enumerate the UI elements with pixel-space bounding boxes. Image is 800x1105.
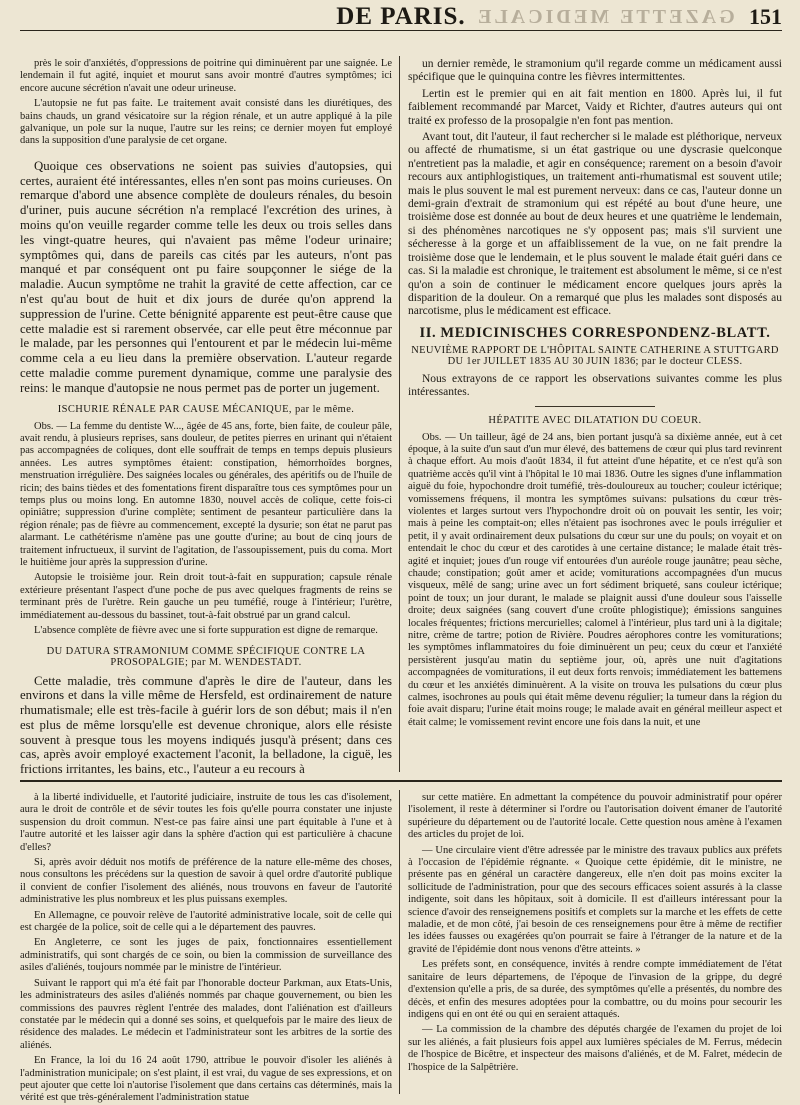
paragraph: Autopsie le troisième jour. Rein droit tout-à-fait en suppuration; capsule rénale extérieure présentant l'aspect d'une poche de pus avec quelques fragments de reins se terminant près de l'urètre. Rein gauche un peu tuméfié, rouge à l'intérieur; l'urètre, immédiatement au-dessous du bassinet, tout-à-fait obstrué par un grand calcul. bbox=[20, 572, 392, 621]
paragraph: L'absence complète de fièvre avec une si forte suppuration est digne de remarque. bbox=[34, 625, 378, 637]
column-divider-bottom bbox=[399, 790, 400, 1094]
paragraph: L'autopsie ne fut pas faite. Le traitement avait consisté dans les diurétiques, des bains chauds, un grand vésicatoire sur la région rénale, et un autre appliqué à la pile galvanique, un pole sur la nuque, l'autre sur les reins; ce dernier moyen fut employé dans la supposition d'une paralysie de cet organe. bbox=[20, 98, 392, 147]
paragraph: En Allemagne, ce pouvoir relève de l'autorité administrative locale, soit de celle qui est chargée de la police, soit de celle qui a le département des pauvres. bbox=[20, 909, 392, 934]
column-divider-top bbox=[399, 56, 400, 772]
paragraph: Avant tout, dit l'auteur, il faut rechercher si le malade est pléthorique, nerveux ou affecté de rhumatisme, si un état gastrique ou une dyscrasie quelconque n'entretient pas la maladie, et agir en conséquence; rarement on a besoin d'avoir recours aux antiphlogistiques, un traitement anti-rhumatismal est souvent utile; mais le plus souvent le mal est purement nerveux: dans ce cas, l'auteur donne un demi-grain d'extrait de stramonium qui est répété au bout d'une heure, une troisième dose est donnée au bout de deux heures et une quatrième le lendemain, si des phénomènes narcotiques ne s'y opposent pas; mais s'il survient une sécheresse à la gorge et un affaiblissement de la vue, on ne fait prendre la troisième dose que le lendemain, et le plus souvent le malade était guéri dans ce cas. Si la maladie est chronique, le traitement est absolument le même, si ce n'est qu'on a soin de continuer le médicament encore quelques jours après la disparition de la douleur. On a remarqué que plus les malades sont disposés au narcotisme, plus le médicament est efficace. bbox=[408, 131, 782, 318]
paragraph: Si, après avoir déduit nos motifs de préférence de la nature elle-même des choses, nous consultons les précédens sur la question de savoir à quel ordre d'autorité publique il convient de confier l'isolement des aliénés, nous trouvons en faveur de l'autorité administrative les plus nombreux et les plus puissans exemples. bbox=[20, 857, 392, 906]
paragraph: Quoique ces observations ne soient pas suivies d'autopsies, qui certes, auraient été intéressantes, elles n'en sont pas moins curieuses. On remarque d'abord une absence complète de douleurs rénales, du besoin d'uriner, puis aucune sécrétion n'a remplacé l'excrétion des urines, à moins qu'on veuille regarder comme telle les deux ou trois selles dans les vingt-quatre heures, qui n'avaient pas même l'odeur urinaire; symptômes qui, dans de pareils cas cités par les auteurs, n'ont pas manqué et par conséquent ont pu faire soupçonner le siége de la maladie. Aucun symptôme ne trahit la gravité de cette affection, car ce n'est qu'au bout de huit et dix jours de durée qu'on apprend la suppression de l'urine. Cette bénignité apparente est peut-être cause que cette maladie est si rarement observée, car elle peut être méconnue par le malade, par les personnes qui l'entourent et par le médecin lui-même comme cela a eu lieu dans la première observation. L'auteur regarde cette maladie comme purement dynamique, comme une paralysie des reins: le manque d'autopsie ne nous permet pas de porter un jugement. bbox=[20, 158, 392, 395]
paragraph: Lertin est le premier qui en ait fait mention en 1800. Après lui, il fut faiblement recommandé par Marcet, Vaidy et Richter, d'autres auteurs qui ont traité ex professo de la prosopalgie n'en font pas mention. bbox=[408, 87, 782, 127]
column-lower-right bbox=[408, 792, 782, 1094]
column-lower-left bbox=[20, 792, 392, 1104]
paragraph: En Angleterre, ce sont les juges de paix, fonctionnaires essentiellement administratifs, qui sont chargés de ce soin, ou bien la commission de surveillance des asiles d'aliénés, toujours nommée par le ministre de l'intérieur. bbox=[20, 937, 392, 974]
article-title-hepatite: HÉPATITE AVEC DILATATION DU COEUR. bbox=[488, 414, 702, 426]
paragraph: Suivant le rapport qui m'a été fait par l'honorable docteur Parkman, aux Etats-Unis, les administrateurs des asiles d'aliénés nommés par chaque gouvernement, ou bien les commissions des pauvres règlent l'entrée des malades, dont l'aliénation est d'ailleurs constatée par le médecin qui a donné ses soins, et quelquefois par le maire des lieux de résidence des malades. Le médecin et l'administrateur sont les arbitres de la sortie des aliénés. bbox=[20, 977, 392, 1051]
page-header bbox=[20, 4, 782, 31]
horizontal-divider bbox=[20, 780, 782, 782]
paragraph: Nous extrayons de ce rapport les observations suivantes comme les plus intéressantes. bbox=[408, 372, 782, 399]
paragraph: à la liberté individuelle, et l'autorité judiciaire, instruite de tous les cas d'isolement, aura le droit de contrôle et de sévir toutes les fois qu'elle pourra constater une injuste suspension du droit commun. N'est-ce pas faire ainsi une part équitable à l'une et à l'autre autorité et les laisser agir dans la sphère d'action qui est particulière à chacune d'elles? bbox=[20, 792, 392, 853]
paragraph: près le soir d'anxiétés, d'oppressions de poitrine qui diminuèrent par une saignée. Le lendemain il fut agité, inquiet et mourut sans avoir montré d'autres symptômes; ici encore aucune sécrétion n'avait une odeur urineuse. bbox=[20, 58, 392, 94]
article-title-ischurie: ISCHURIE RÉNALE PAR CAUSE MÉCANIQUE, par le même. bbox=[57, 403, 355, 415]
paragraph: — La commission de la chambre des députés chargée de l'examen du projet de loi sur les aliénés, a fait plusieurs fois appel aux lumières spéciales de M. Ferrus, médecin de l'hospice de Bicêtre, et inspecteur des maisons d'aliénés, et de M. Falret, médecin de l'hospice de la Salpêtrière. bbox=[408, 1024, 782, 1073]
paragraph: — Une circulaire vient d'être adressée par le ministre des travaux publics aux préfets à l'occasion de l'épidémie régnante. « Quoique cette épidémie, dit le ministre, ne présente pas en général un caractère dangereux, elle n'en doit pas moins exciter la sollicitude de l'administration, pour que des secours efficaces soient assurés à la classe indigente, soit dans les hôpitaux, soit à domicile. Il est d'ailleurs intéressant pour la science d'avoir des renseignemens positifs et complets sur la marche et les effets de cette maladie, et de mon côté, j'ai besoin de ces renseignemens pour être à même de rectifier les idées fausses ou exagérées qu'on pourrait se faire à l'étranger de la nature et de la gravité de l'épidémie dont nous venons d'être atteints. » bbox=[408, 844, 782, 955]
article-title-datura: DU DATURA STRAMONIUM COMME SPÉCIFIQUE CONTRE LA PROSOPALGIE; par M. WENDESTADT. bbox=[46, 645, 366, 668]
masthead-title: DE PARIS. bbox=[336, 3, 466, 30]
paragraph: En France, la loi du 16 24 août 1790, attribue le pouvoir d'isoler les aliénés à l'administration municipale; on s'est plaint, il est vrai, du vague de ses expressions, et on peut ajouter que cette loi n'autorise l'isolement que dans certains cas déterminés, mais la vérité est que très-généralement l'administration statue bbox=[20, 1055, 392, 1104]
paragraph: sur cette matière. En admettant la compétence du pouvoir administratif pour opérer l'isolement, il reste à déterminer si l'ordre ou l'autorisation doivent émaner de l'autorité supérieure du département ou de l'autorité locale. Cette question nous amène à l'examen des articles du projet de loi. bbox=[408, 792, 782, 841]
column-upper-right bbox=[408, 58, 782, 770]
short-rule bbox=[535, 406, 655, 407]
page-number: 151 bbox=[749, 4, 782, 29]
paragraph: Obs. — Un tailleur, âgé de 24 ans, bien portant jusqu'à sa dixième année, eut à cet époque, à la suite d'un saut d'un mur élevé, des battemens de cœur qui plus tard revinrent à chaque effort. Au mois d'août 1834, il fut atteint d'une hépatite, et ce n'est qu'à son quatrième accès qu'il vint à l'hôpital le 10 mai 1836. Outre les signes d'une inflammation aiguë du foie, hypochondre droit tuméfié, très-douloureux au toucher; couleur ictérique; vomissemens fréquens, il montra les symptômes suivans: pulsations du cœur très-violentes et larges surtout vers l'hypochondre droit où on pouvait les sentir, les voir; mais à peine les comptait-on; elles n'étaient pas isochrones avec le pouls irrégulier et petit, il y avait ordinairement deux pulsations du cœur sur une du pouls; on voyait et on entendait le choc du cœur et des carotides à une certaine distance; le malade était très-agité et inquiet; joues d'un rouge vif entourées d'un auréole rouge jaunâtre; peau sèche, chaude; constipation; goût amer et acide; vomiturations accompagnées d'un mucus visqueux, mêlé de sang; urine avec un fort sédiment briqueté, sans couleur ictérique; point de toux; un jour durant, le malade se plaignit aussi d'une douleur sous l'aisselle droite; deux saignées (sang couvert d'une croûte phlogistique); émissions sanguines locales fréquentes; frictions mercurielles; calomel à l'intérieur, plus tard uni à la digitale; nitre, crème de tartre; potion de Rivière. Poudres aérophores contre les vomiturations; les symptômes inflammatoires du foie diminuèrent un peu; ceux du cœur et l'anxiété persistèrent jusqu'au matin du septième jour, où, après une nuit d'agitations accompagnées de vomiturations, il eut deux forts renvois; immédiatement les battemens du cœur et les anxiétés diminuèrent. A la visite on trouva les pulsations du cœur plus calmes, isochrones au pouls qui était même devenu régulier; la tumeur dans la région du foie avait disparu; l'urine était moins rouge; le malade avait en général meilleur aspect et était calme; le vomissement revint encore une fois dans la nuit, et une bbox=[408, 431, 782, 728]
paragraph: un dernier remède, le stramonium qu'il regarde comme un médicament aussi spécifique que le quinquina contre les fièvres intermittentes. bbox=[408, 58, 782, 84]
paragraph: Cette maladie, très commune d'après le dire de l'auteur, dans les environs et dans la ville même de Hersfeld, est ordinairement de nature rhumatismale; elle est très-facile à guérir lors de son début; mais il n'en est plus de même lorsqu'elle est devenue chronique, alors elle résiste souvent à presque tous les moyens indiqués jusqu'à présent; dans ces cas, après avoir employé exactement l'aconit, la belladone, la ciguë, les frictions irritantes, les bains, etc., l'auteur a eu recours à bbox=[20, 673, 392, 777]
report-subtitle: NEUVIÈME RAPPORT DE L'HÔPITAL SAINTE CATHERINE A STUTTGARD DU 1er JUILLET 1835 AU 30 JUIN 1836; par le docteur CLESS. bbox=[411, 344, 779, 367]
paragraph: Les préfets sont, en conséquence, invités à rendre compte immédiatement de l'état sanitaire de leurs départemens, de l'époque de l'invasion de la grippe, du degré d'extension qu'elle a pris, de sa durée, des symptômes qu'elle a présentés, du nombre des décès, et enfin des mesures adoptées pour la combattre, ou du moins pour secourir les indigens qui en ont été ou qui en seraient attaqués. bbox=[408, 959, 782, 1020]
column-upper-left bbox=[20, 58, 392, 777]
paragraph: Obs. — La femme du dentiste W..., âgée de 45 ans, forte, bien faite, de couleur pâle, avait rendu, à plusieurs reprises, sans douleur, de petites pierres en urinant qui n'étaient pas accompagnées de coliques, dont elle souffrait de temps en temps depuis plusieurs années. Les autres symptômes étaient: constipation, hémorrhoïdes borgnes, menstruation irrégulière. Des saignées locales ou générales, des apéritifs ou de l'huile de ricin; des bains tièdes et des fomentations firent disparaître tous ces symptômes pour un temps plus ou moins long. En automne 1830, nouvel accès de colique, cette fois-ci opiniâtre; suppression d'urine complète; sentiment de pesanteur particulière dans la région rénale; pas de fièvre au commencement, excepté la dysurie; son état ne parut pas alarmant. Le cathétérisme n'amène pas une goutte d'urine; au bout de cinq jours de traitement infructueux, il survint de l'agitation, de l'assoupissement, puis du coma. Mort le huitième jour après la suppression d'urine. bbox=[20, 420, 392, 569]
show-through-text: GAZETTE MEDICALE bbox=[475, 6, 735, 28]
section-heading: II. MEDICINISCHES CORRESPONDENZ-BLATT. bbox=[419, 324, 771, 341]
